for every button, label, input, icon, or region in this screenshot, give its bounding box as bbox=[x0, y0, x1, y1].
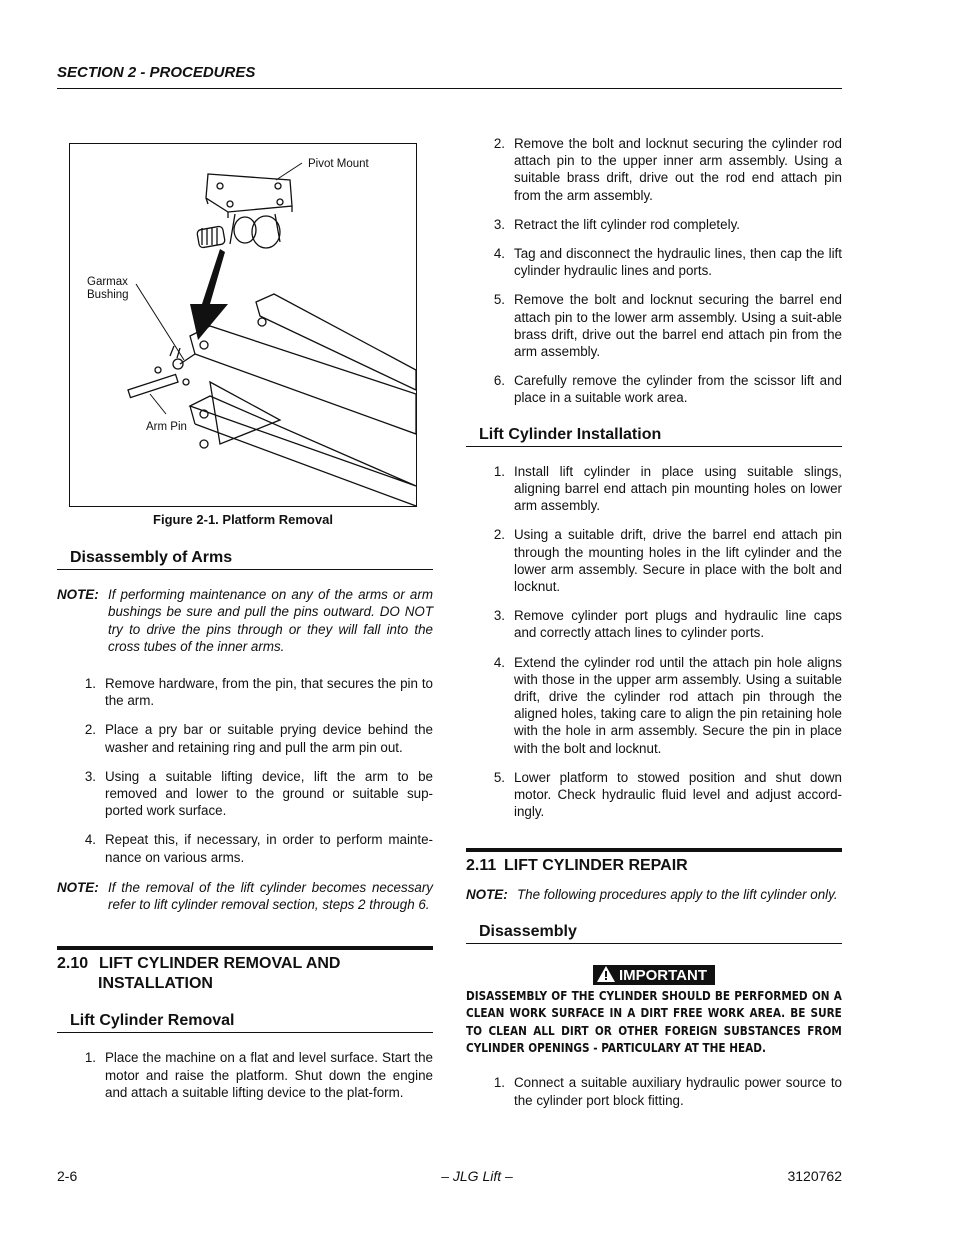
list-item: 2. Remove the bolt and locknut securing the cylinder rod attach pin to the upper inner arm assembly. Using a suitable brass drift, drive out the rod end attach pin from the arm assembly. bbox=[493, 136, 842, 203]
left-column bbox=[57, 549, 433, 1101]
note-label: NOTE: bbox=[57, 879, 99, 895]
list-item: 4. Extend the cylinder rod until the attach pin hole aligns with those in the upper arm assembly. Using a suitable drift, drive the cylinder rod attach pin through the aligned holes, taking care to align the pin retaining hole with the hole in arm assembly. Secure the pin in place with the bolt and locknut. bbox=[493, 654, 842, 756]
note-arms bbox=[57, 586, 433, 655]
list-item: 4. Tag and disconnect the hydraulic lines, then cap the lift cylinder hydraulic lines and ports. bbox=[493, 246, 842, 279]
platform-removal-illustration bbox=[70, 144, 416, 506]
callout-pivot-mount: Pivot Mount bbox=[308, 158, 369, 170]
footer-center: – JLG Lift – bbox=[441, 1168, 513, 1184]
section-title-line2: INSTALLATION bbox=[98, 975, 213, 993]
warning-icon bbox=[597, 966, 615, 982]
important-text: DISASSEMBLY OF THE CYLINDER SHOULD BE PERFORMED ON A CLEAN WORK SURFACE IN A DIRT FREE WORK AREA. BE SURE TO CLEAN ALL DIRT OR OTHER FOREIGN SUBSTANCES FROM CYLINDER OPENINGS - PARTICULARY AT THE HEAD. bbox=[466, 989, 842, 1055]
callout-bushing: Bushing bbox=[87, 289, 129, 301]
note-text: If performing maintenance on any of the arms or arm bushings be sure and pull the pins outward. DO NOT try to drive the pins through or they will fall into the cross tubes of the inner arms. bbox=[108, 587, 433, 654]
list-item: 3. Remove cylinder port plugs and hydraulic line caps and correctly attach lines to cylinder ports. bbox=[493, 608, 842, 641]
section-number: 2.10 bbox=[57, 955, 89, 973]
section-heading-2-11 bbox=[466, 848, 842, 876]
subheading-lift-cylinder-removal: Lift Cylinder Removal bbox=[57, 1012, 433, 1033]
header-rule bbox=[57, 88, 842, 89]
subheading-disassembly-arms: Disassembly of Arms bbox=[57, 549, 433, 570]
note-label: NOTE: bbox=[57, 587, 99, 603]
callout-garmax: Garmax bbox=[87, 276, 128, 288]
note-lift-cylinder-only bbox=[466, 886, 842, 903]
important-label: IMPORTANT bbox=[618, 966, 708, 984]
list-item: 1. Remove hardware, from the pin, that secures the pin to the arm. bbox=[84, 676, 433, 709]
note-text: If the removal of the lift cylinder becomes necessary refer to lift cylinder removal section, steps 2 through 6. bbox=[108, 879, 433, 913]
figure-caption: Figure 2-1. Platform Removal bbox=[153, 512, 333, 527]
section-heading-2-10 bbox=[57, 946, 433, 994]
list-item: 3. Using a suitable lifting device, lift the arm to be removed and lower to the ground or suitable sup-ported work surface. bbox=[84, 768, 433, 819]
platform-removal-figure bbox=[69, 143, 417, 507]
note-text: The following procedures apply to the lift cylinder only. bbox=[517, 886, 838, 902]
page-number: 2-6 bbox=[57, 1168, 78, 1184]
list-item: 2. Using a suitable drift, drive the barrel end attach pin through the mounting holes in the lift cylinder and the lower arm assembly. Secure in place with the bolt and locknut. bbox=[493, 527, 842, 595]
list-item: 6. Carefully remove the cylinder from the scissor lift and place in a suitable work area. bbox=[493, 373, 842, 406]
list-item: 5. Lower platform to stowed position and shut down motor. Check hydraulic fluid level and adjust accord-ingly. bbox=[493, 769, 842, 820]
list-item: 1. Connect a suitable auxiliary hydraulic power source to the cylinder port block fitting. bbox=[493, 1075, 842, 1108]
section-title: LIFT CYLINDER REPAIR bbox=[504, 856, 688, 874]
subheading-lift-cylinder-installation: Lift Cylinder Installation bbox=[466, 426, 842, 447]
list-item: 1. Install lift cylinder in place using suitable slings, aligning barrel end attach pin mounting holes on lower arm assembly. bbox=[493, 463, 842, 514]
list-item: 1. Place the machine on a flat and level surface. Start the motor and raise the platform. Shut down the engine and attach a suitable lifting device to the plat-form. bbox=[84, 1050, 433, 1100]
section-header: SECTION 2 - PROCEDURES bbox=[57, 64, 256, 81]
document-number: 3120762 bbox=[787, 1168, 842, 1184]
note-lift-cylinder bbox=[57, 879, 433, 913]
callout-arm-pin: Arm Pin bbox=[146, 421, 187, 433]
subheading-disassembly: Disassembly bbox=[466, 923, 842, 944]
note-label: NOTE: bbox=[466, 886, 508, 902]
list-item: 3. Retract the lift cylinder rod completely. bbox=[493, 216, 740, 232]
important-banner bbox=[466, 965, 842, 985]
section-number: 2.11 bbox=[466, 856, 497, 874]
list-item: 2. Place a pry bar or suitable prying device behind the washer and retaining ring and pull the arm pin out. bbox=[84, 722, 433, 755]
list-item: 4. Repeat this, if necessary, in order to perform mainte-nance on various arms. bbox=[84, 832, 433, 865]
list-item: 5. Remove the bolt and locknut securing the barrel end attach pin to the lower arm assembly. Using a suit-able brass drift, drive out the barrel end attach pin from the arm assembly. bbox=[493, 292, 842, 360]
right-column bbox=[466, 135, 842, 1109]
section-title-line1: LIFT CYLINDER REMOVAL AND bbox=[99, 955, 341, 973]
